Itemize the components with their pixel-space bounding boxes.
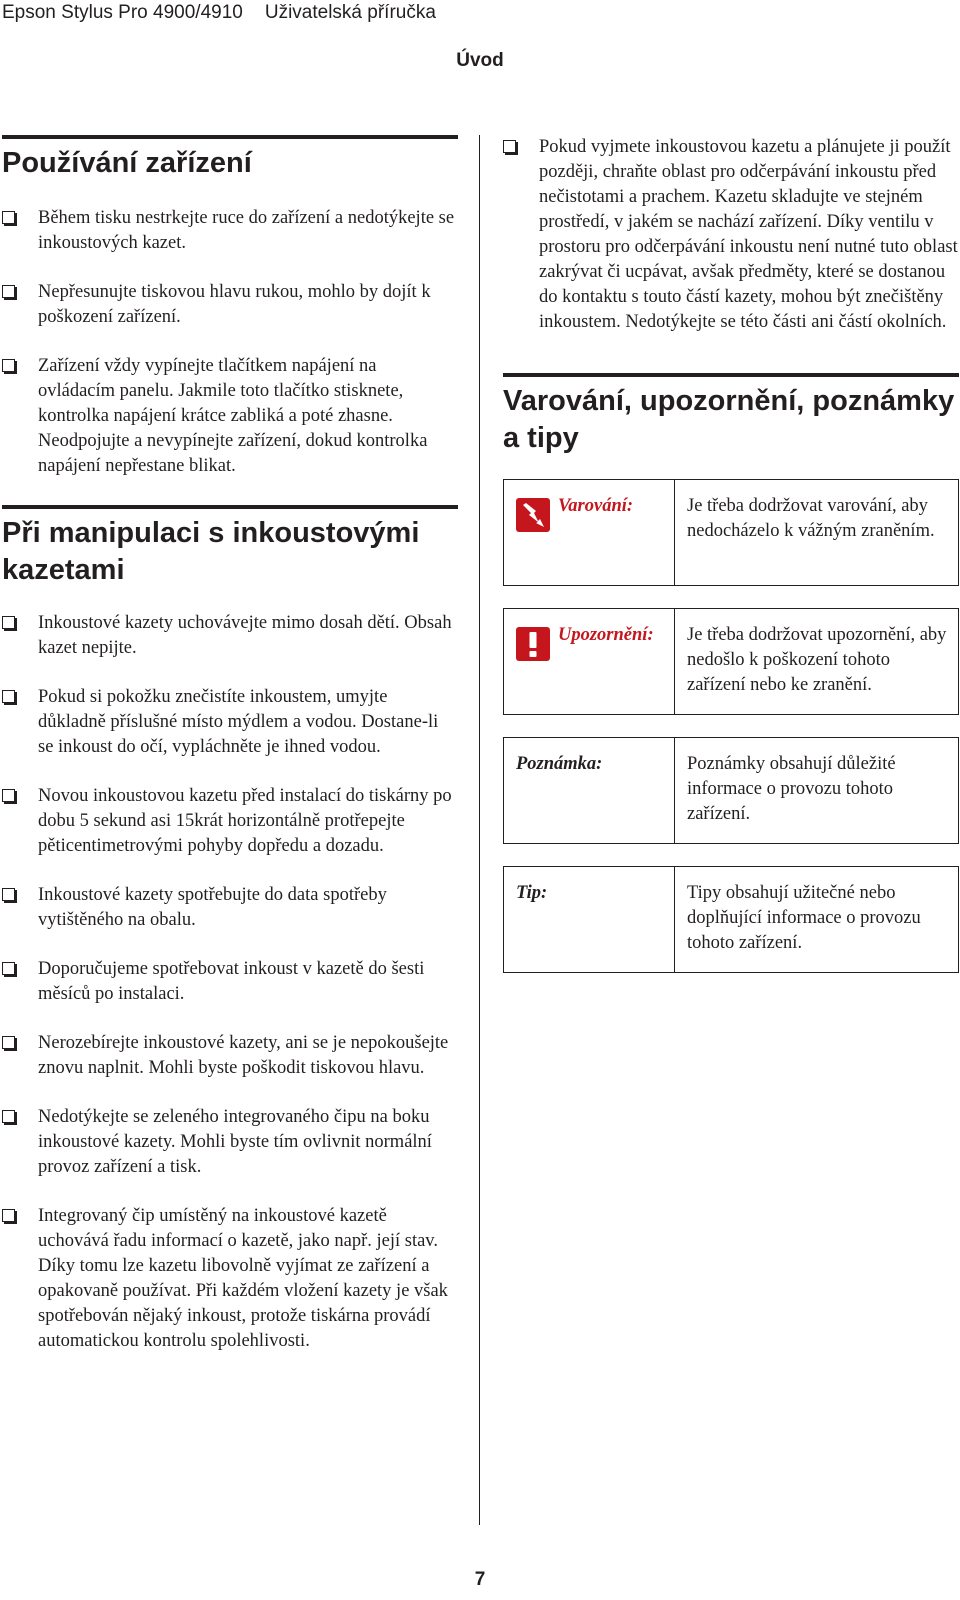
list-item [2,957,458,1007]
list-item [2,611,458,661]
tip-label: Tip: [516,883,548,903]
checkbox-bullet-icon [2,1036,15,1049]
notice-label-cell [504,609,675,715]
checkbox-bullet-icon [2,616,15,629]
checkbox-bullet-icon [2,359,15,372]
notice-row-caution [504,609,959,715]
warning-label: Varování: [558,496,634,516]
notice-text: Poznámky obsahují důležité informace o provozu tohoto zařízení. [675,738,959,844]
list-item-text: Pokud si pokožku znečistíte inkoustem, umyjte důkladně příslušné místo mýdlem a vodou. Dostane-li se inkoust do očí, vypláchněte je ihned vodou. [38,687,439,757]
list-item-text: Novou inkoustovou kazetu před instalací do tiskárny po dobu 5 sekund asi 15krát horizontálně protřepejte pěticentimetrovými pohyby dopředu a dozadu. [38,786,452,856]
list-item-text: Doporučujeme spotřebovat inkoust v kazetě do šesti měsíců po instalaci. [38,959,425,1004]
running-header [2,0,436,26]
notice-text: Tipy obsahují užitečné nebo doplňující informace o provozu tohoto zařízení. [675,867,959,973]
checkbox-bullet-icon [2,690,15,703]
checkbox-bullet-icon [2,888,15,901]
list-item-text: Nepřesunujte tiskovou hlavu rukou, mohlo by dojít k poškození zařízení. [38,282,431,327]
product-name: Epson Stylus Pro 4900/4910 [2,2,243,23]
notices-table [503,479,959,973]
section-title-notices: Varování, upozornění, poznámky a tipy [503,373,959,457]
right-column [503,135,959,973]
section-title-usage: Používání zařízení [2,135,458,182]
checkbox-bullet-icon [2,789,15,802]
list-item-text: Inkoustové kazety uchovávejte mimo dosah dětí. Obsah kazet nepijte. [38,613,452,658]
list-item [2,685,458,760]
notice-label-cell [504,480,675,586]
checkbox-bullet-icon [2,1209,15,1222]
checkbox-bullet-icon [2,1110,15,1123]
list-item [2,784,458,859]
list-item [503,135,959,335]
list-item-text: Pokud vyjmete inkoustovou kazetu a plánujete ji použít později, chraňte oblast pro odčerpávání inkoustu před nečistotami a prachem. Kazetu skladujte ve stejném prostředí, v jakém se nachází zařízení. Díky ventilu v prostoru pro odčerpávání inkoustu není nutné tuto oblast zakrývat či ucpávat, avšak předměty, které se dostanou do kontaktu s touto částí kazety, mohou být znečištěny inkoustem. Nedotýkejte se této části ani částí okolních. [539,137,958,332]
notice-row-tip [504,867,959,973]
left-column [2,135,458,1378]
cartridges-list-continued [503,135,959,335]
usage-list [2,206,458,479]
column-divider [479,135,480,1525]
chapter-title: Úvod [456,50,504,71]
note-label: Poznámka: [516,754,603,774]
cartridges-list [2,611,458,1354]
notice-text: Je třeba dodržovat upozornění, aby nedošlo k poškození tohoto zařízení nebo ke zranění. [675,609,959,715]
table-spacer [504,715,959,738]
caution-label: Upozornění: [558,625,654,645]
notice-row-note [504,738,959,844]
table-spacer [504,586,959,609]
notice-label-cell [504,867,675,973]
list-item-text: Zařízení vždy vypínejte tlačítkem napájení na ovládacím panelu. Jakmile toto tlačítko stisknete, kontrolka napájení krátce zabliká a poté zhasne. Neodpojujte a nevypínejte zařízení, dokud kontrolka napájení nepřestane blikat. [38,356,428,476]
list-item [2,883,458,933]
page-number: 7 [474,1569,486,1590]
checkbox-bullet-icon [503,140,516,153]
list-item [2,280,458,330]
list-item [2,206,458,256]
caution-exclamation-icon [516,627,550,661]
manual-title: Uživatelská příručka [264,2,436,23]
list-item [2,1204,458,1354]
warning-lightning-icon [516,498,550,532]
list-item [2,354,458,479]
notice-text: Je třeba dodržovat varování, aby nedocházelo k vážným zraněním. [675,480,959,586]
notice-row-warning [504,480,959,586]
list-item-text: Inkoustové kazety spotřebujte do data spotřeby vytištěného na obalu. [38,885,387,930]
list-item-text: Nerozebírejte inkoustové kazety, ani se je nepokoušejte znovu naplnit. Mohli byste poškodit tiskovou hlavu. [38,1033,449,1078]
checkbox-bullet-icon [2,211,15,224]
list-item-text: Nedotýkejte se zeleného integrovaného čipu na boku inkoustové kazety. Mohli byste tím ovlivnit normální provoz zařízení a tisk. [38,1107,432,1177]
list-item [2,1105,458,1180]
checkbox-bullet-icon [2,962,15,975]
notice-label-cell [504,738,675,844]
table-spacer [504,844,959,867]
list-item-text: Integrovaný čip umístěný na inkoustové kazetě uchovává řadu informací o kazetě, jako např. její stav. Díky tomu lze kazetu libovolně vyjímat ze zařízení a opakovaně používat. Při každém vložení kazety je však spotřebován nějaký inkoust, protože tiskárna provádí automatickou kontrolu spolehlivosti. [38,1206,448,1351]
list-item [2,1031,458,1081]
checkbox-bullet-icon [2,285,15,298]
section-title-cartridges: Při manipulaci s inkoustovými kazetami [2,505,458,589]
list-item-text: Během tisku nestrkejte ruce do zařízení a nedotýkejte se inkoustových kazet. [38,208,455,253]
